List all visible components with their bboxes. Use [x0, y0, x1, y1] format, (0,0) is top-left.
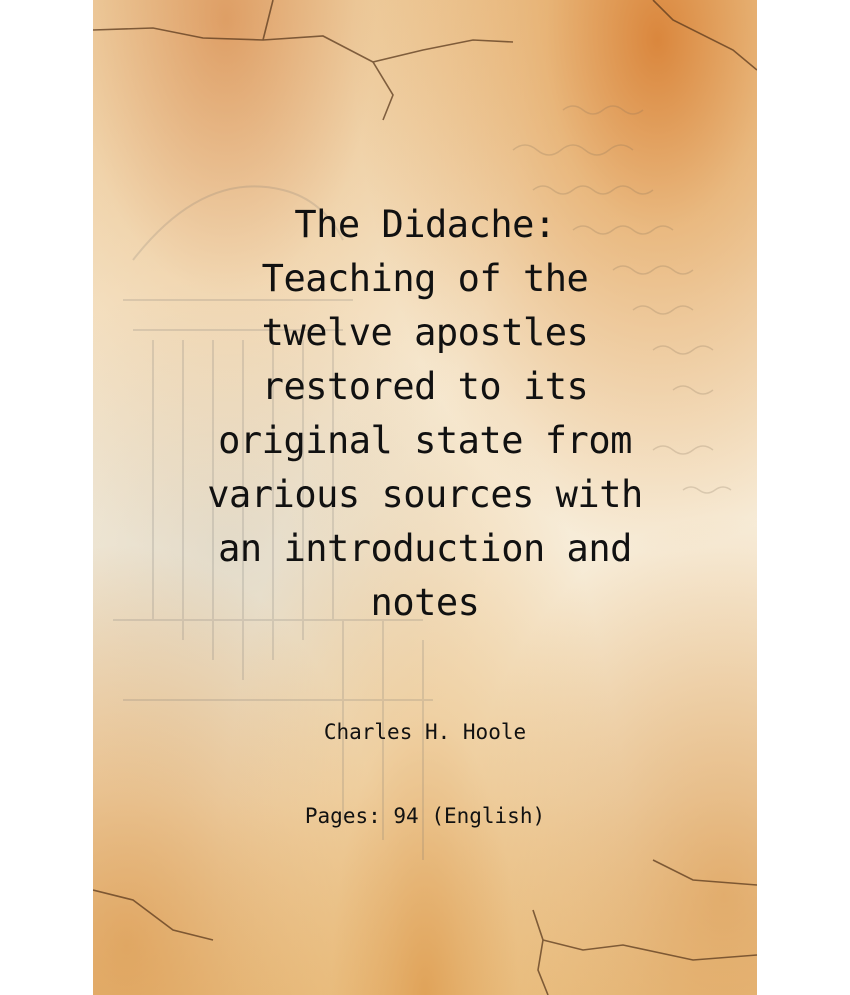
title-line: original state from: [218, 419, 632, 462]
title-line: various sources with: [207, 473, 643, 516]
book-author: Charles H. Hoole: [323, 720, 527, 744]
title-line: The Didache:: [294, 203, 556, 246]
title-line: notes: [370, 581, 480, 624]
title-line: twelve apostles: [261, 311, 589, 354]
title-line: an introduction and: [218, 527, 632, 570]
title-line: restored to its: [261, 365, 589, 408]
book-title: [93, 198, 757, 630]
page-count-label: Pages: 94 (English): [304, 804, 546, 828]
book-cover: [93, 0, 757, 995]
title-line: Teaching of the: [261, 257, 589, 300]
